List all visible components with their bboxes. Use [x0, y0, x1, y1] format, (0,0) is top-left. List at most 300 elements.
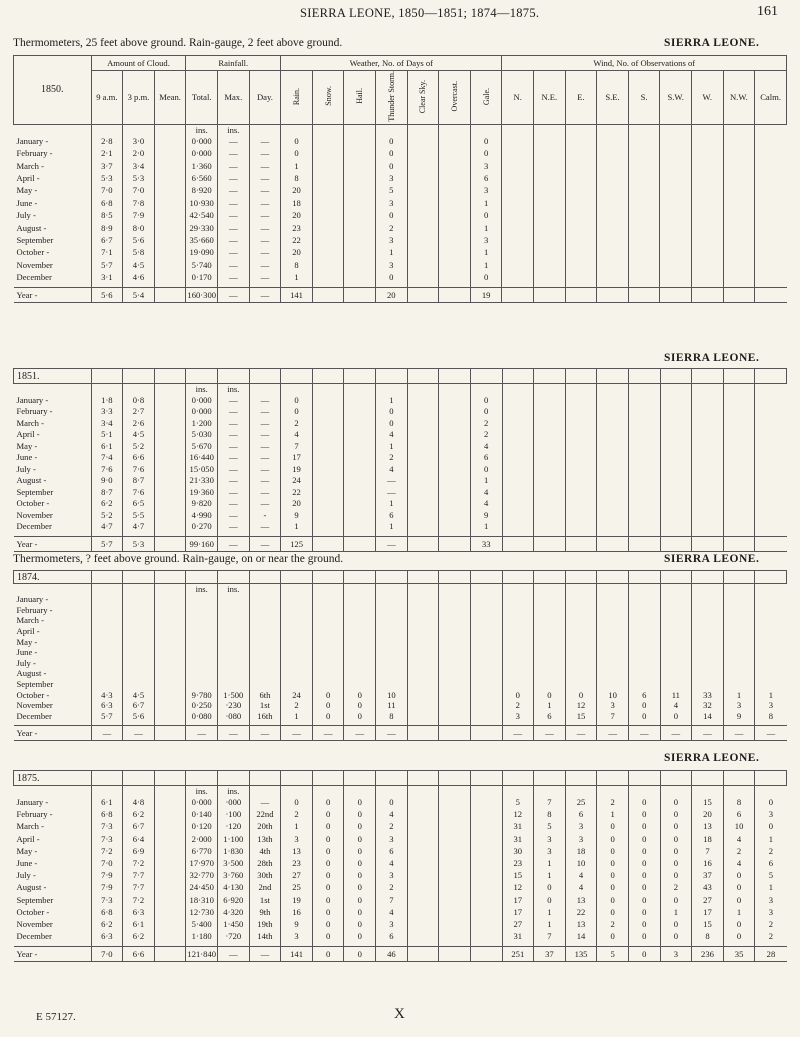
data-cell: 7·6 [123, 486, 155, 498]
data-cell [502, 172, 534, 184]
data-cell [439, 881, 471, 893]
data-cell [660, 626, 692, 637]
data-cell [597, 417, 629, 429]
data-cell: 8·0 [123, 221, 155, 233]
data-cell: 6 [628, 689, 660, 700]
data-cell [312, 615, 344, 626]
blank-cell [723, 124, 755, 135]
data-cell: 0 [628, 711, 660, 722]
data-cell [439, 658, 471, 669]
data-cell: 4·3 [91, 689, 123, 700]
data-cell: 0 [470, 135, 502, 147]
data-cell: 0 [281, 796, 313, 808]
data-cell: 2·8 [91, 135, 123, 147]
data-cell: 27 [692, 894, 724, 906]
data-cell: — [217, 234, 249, 246]
table-row [14, 626, 787, 637]
data-cell [439, 209, 471, 221]
data-cell [344, 636, 376, 647]
blank-cell [249, 384, 281, 395]
data-cell [502, 234, 534, 246]
data-cell: 8 [376, 711, 408, 722]
data-cell: 3 [470, 234, 502, 246]
data-cell: 0 [344, 845, 376, 857]
data-cell: 1 [281, 820, 313, 832]
blank-cell [14, 786, 92, 797]
data-cell: 0 [281, 135, 313, 147]
data-cell: 8·7 [91, 486, 123, 498]
data-cell [597, 209, 629, 221]
data-cell [439, 172, 471, 184]
data-cell: 6 [470, 172, 502, 184]
data-cell [628, 679, 660, 690]
blank-cell [312, 124, 344, 135]
blank-cell [755, 369, 787, 384]
data-cell [407, 209, 439, 221]
total-cell: 3 [660, 947, 692, 962]
data-cell [249, 658, 281, 669]
data-cell: 3 [376, 259, 408, 271]
data-cell [470, 833, 502, 845]
data-cell [91, 679, 123, 690]
year-total-row [14, 537, 787, 552]
blank-cell [312, 771, 344, 786]
data-cell: — [249, 159, 281, 171]
data-cell [723, 184, 755, 196]
data-cell: 0 [312, 820, 344, 832]
data-cell: 12 [502, 808, 534, 820]
blank-cell [755, 384, 787, 395]
data-cell: 1st [249, 700, 281, 711]
blank-cell [91, 124, 123, 135]
data-cell: 4 [376, 429, 408, 441]
data-cell: 6 [755, 857, 787, 869]
blank-cell [628, 786, 660, 797]
data-cell [534, 429, 566, 441]
blank-cell [186, 571, 218, 584]
data-cell: 14 [565, 930, 597, 942]
data-cell [723, 605, 755, 616]
blank-cell [312, 384, 344, 395]
data-cell: 0 [628, 869, 660, 881]
data-cell [470, 796, 502, 808]
data-cell [439, 221, 471, 233]
total-cell: 5·7 [91, 537, 123, 552]
data-cell [154, 452, 186, 464]
table-1874 [13, 570, 787, 741]
blank-cell [123, 384, 155, 395]
data-cell: 9 [723, 711, 755, 722]
wind-col-label: Calm. [760, 92, 781, 103]
data-cell: 6·920 [218, 894, 250, 906]
data-cell: 0 [660, 930, 692, 942]
data-cell: 4·5 [123, 259, 155, 271]
blank-cell [502, 771, 534, 786]
data-cell [692, 429, 724, 441]
total-cell: 28 [755, 947, 787, 962]
data-cell [755, 647, 787, 658]
blank-cell [249, 571, 281, 584]
data-cell: 0 [660, 918, 692, 930]
total-cell: — [217, 288, 249, 303]
data-cell [470, 636, 502, 647]
data-cell [692, 184, 724, 196]
data-cell [281, 615, 313, 626]
data-cell [439, 615, 471, 626]
data-cell [755, 440, 787, 452]
data-cell: — [218, 394, 250, 406]
data-cell [218, 605, 250, 616]
data-cell: 9·0 [91, 475, 123, 487]
data-cell: 6·8 [91, 808, 123, 820]
data-cell: — [249, 440, 281, 452]
blank-cell [186, 369, 218, 384]
data-cell [628, 647, 660, 658]
page-number: 161 [757, 4, 778, 19]
month-label: December [16, 272, 52, 283]
data-cell [660, 429, 692, 441]
data-cell [565, 486, 597, 498]
data-cell [344, 184, 376, 196]
total-cell: 19 [470, 288, 502, 303]
blank-cell [312, 571, 344, 584]
wind-col-header [565, 71, 597, 125]
data-cell [597, 658, 629, 669]
month-label: October - [16, 906, 50, 917]
data-cell: 5·030 [186, 429, 218, 441]
data-cell [344, 159, 376, 171]
table-row [14, 845, 787, 857]
data-cell: 32·770 [186, 869, 218, 881]
data-cell [470, 594, 502, 605]
data-cell [723, 463, 755, 475]
data-cell: 7·2 [123, 857, 155, 869]
data-cell [439, 259, 471, 271]
data-cell: 6·560 [186, 172, 218, 184]
table-row [14, 184, 787, 196]
data-cell [660, 417, 692, 429]
data-cell: 22 [281, 486, 313, 498]
blank-cell [91, 584, 123, 595]
data-cell: — [249, 135, 281, 147]
data-cell [565, 147, 597, 159]
data-cell [534, 658, 566, 669]
table-row [14, 429, 787, 441]
data-cell [534, 615, 566, 626]
data-cell: 24 [281, 689, 313, 700]
data-cell [312, 626, 344, 637]
data-cell: — [249, 172, 281, 184]
table-row [14, 197, 787, 209]
data-cell: 0 [628, 857, 660, 869]
blank-cell [281, 571, 313, 584]
blank-cell [407, 571, 439, 584]
data-cell [502, 271, 534, 283]
data-cell [123, 636, 155, 647]
wind-col-header [660, 71, 692, 125]
data-cell [692, 509, 724, 521]
month-label: May - [16, 185, 38, 196]
data-cell [376, 668, 408, 679]
table-row [14, 135, 787, 147]
total-cell: 5·4 [123, 288, 155, 303]
total-cell: 135 [565, 947, 597, 962]
data-cell [597, 498, 629, 510]
data-cell: 6 [376, 930, 408, 942]
data-cell [628, 394, 660, 406]
total-cell [755, 288, 787, 303]
data-cell: 6 [534, 711, 566, 722]
data-cell: 3 [723, 700, 755, 711]
data-cell: — [249, 429, 281, 441]
data-cell: 4 [470, 440, 502, 452]
table-row [14, 221, 787, 233]
wind-col-header [534, 71, 566, 125]
blank-cell [628, 771, 660, 786]
data-cell: ·000 [218, 796, 250, 808]
data-cell: 6·1 [91, 440, 123, 452]
data-cell [565, 475, 597, 487]
data-cell [249, 605, 281, 616]
data-cell [154, 881, 186, 893]
data-cell [218, 636, 250, 647]
month-label: April - [16, 429, 40, 440]
data-cell [407, 626, 439, 637]
data-cell: 0 [312, 857, 344, 869]
data-cell [154, 246, 186, 258]
data-cell: 0·170 [186, 271, 218, 283]
data-cell [376, 679, 408, 690]
blank-cell [91, 771, 123, 786]
data-cell: 1 [470, 246, 502, 258]
table-row [14, 509, 787, 521]
data-cell: 6·8 [91, 197, 123, 209]
data-cell [755, 394, 787, 406]
data-cell [407, 259, 439, 271]
data-cell [407, 647, 439, 658]
month-label: September [16, 234, 54, 245]
data-cell: 13 [692, 820, 724, 832]
data-cell: 3 [470, 184, 502, 196]
total-cell: — [249, 947, 281, 962]
blank-cell [154, 786, 186, 797]
data-cell [534, 486, 566, 498]
data-cell: 32 [692, 700, 724, 711]
total-cell [439, 726, 471, 741]
blank-cell [281, 369, 313, 384]
data-cell: 0 [281, 394, 313, 406]
data-cell: 13 [565, 918, 597, 930]
month-label: October - [16, 247, 50, 258]
data-cell: — [218, 463, 250, 475]
data-cell: 6·2 [91, 498, 123, 510]
blank-cell [407, 584, 439, 595]
month-label: July - [16, 870, 36, 881]
data-cell: 0 [565, 689, 597, 700]
data-cell [91, 605, 123, 616]
blank-cell [628, 384, 660, 395]
data-cell [755, 221, 787, 233]
data-cell [344, 209, 376, 221]
data-cell [344, 679, 376, 690]
data-cell: 6·6 [123, 452, 155, 464]
data-cell [470, 918, 502, 930]
blank-cell [470, 384, 502, 395]
region-1851: SIERRA LEONE. [664, 352, 760, 364]
wind-col-header [597, 71, 629, 125]
data-cell [660, 172, 692, 184]
data-cell: 0 [312, 918, 344, 930]
data-cell: 3 [534, 845, 566, 857]
data-cell [565, 440, 597, 452]
data-cell: 7 [534, 796, 566, 808]
data-cell: 0 [628, 906, 660, 918]
data-cell [439, 845, 471, 857]
data-cell: 3·500 [218, 857, 250, 869]
total-cell: 251 [502, 947, 534, 962]
data-cell [344, 417, 376, 429]
data-cell: 5·6 [123, 234, 155, 246]
data-cell [407, 894, 439, 906]
blank-cell [534, 584, 566, 595]
data-cell: 1 [755, 689, 787, 700]
month-label: July - [16, 210, 36, 221]
data-cell [249, 668, 281, 679]
data-cell: 4 [660, 700, 692, 711]
data-cell: 2 [376, 221, 408, 233]
data-cell: 8 [692, 930, 724, 942]
data-cell [723, 679, 755, 690]
data-cell: 0 [660, 857, 692, 869]
data-cell: 4·7 [123, 521, 155, 533]
month-label: June - [16, 647, 38, 658]
month-label: December [16, 521, 52, 532]
data-cell [597, 486, 629, 498]
blank-cell [281, 786, 313, 797]
data-cell [249, 647, 281, 658]
data-cell [439, 135, 471, 147]
data-cell [723, 197, 755, 209]
blank-cell [565, 571, 597, 584]
data-cell [344, 486, 376, 498]
data-cell: 7·8 [123, 197, 155, 209]
blank-cell [470, 124, 502, 135]
data-cell [312, 658, 344, 669]
data-cell [407, 417, 439, 429]
data-cell [281, 636, 313, 647]
month-label: March - [16, 417, 44, 428]
data-cell: 0 [597, 894, 629, 906]
data-cell [407, 605, 439, 616]
data-cell [660, 271, 692, 283]
data-cell: 6·770 [186, 845, 218, 857]
data-cell [597, 135, 629, 147]
month-label: June - [16, 452, 38, 463]
data-cell: 19th [249, 918, 281, 930]
data-cell [534, 475, 566, 487]
data-cell [502, 521, 534, 533]
data-cell: 0 [312, 845, 344, 857]
data-cell: 18 [565, 845, 597, 857]
data-cell: 0 [628, 918, 660, 930]
data-cell [628, 147, 660, 159]
data-cell: 2 [597, 918, 629, 930]
data-cell [376, 647, 408, 658]
data-cell: 4 [281, 429, 313, 441]
data-cell: 17 [502, 906, 534, 918]
data-cell [154, 417, 186, 429]
data-cell [123, 647, 155, 658]
total-cell: 0 [628, 947, 660, 962]
data-cell: 0 [534, 894, 566, 906]
data-cell [154, 498, 186, 510]
total-cell: 5·6 [91, 288, 123, 303]
data-cell [628, 521, 660, 533]
data-cell [344, 394, 376, 406]
data-cell [407, 857, 439, 869]
table-row [14, 820, 787, 832]
data-cell [502, 668, 534, 679]
data-cell: 0 [628, 796, 660, 808]
month-label: November [16, 918, 53, 929]
data-cell: 1 [281, 521, 313, 533]
data-cell: 15 [692, 918, 724, 930]
data-cell [534, 184, 566, 196]
data-cell [407, 636, 439, 647]
data-cell [565, 636, 597, 647]
total-cell: — [565, 726, 597, 741]
data-cell [439, 246, 471, 258]
total-cell [597, 288, 629, 303]
data-cell: 6 [376, 845, 408, 857]
wind-col-header [692, 71, 724, 125]
data-cell [470, 605, 502, 616]
data-cell [439, 429, 471, 441]
data-cell: 3 [281, 930, 313, 942]
data-cell: 0 [312, 833, 344, 845]
data-cell: 2·6 [123, 417, 155, 429]
data-cell: 6·3 [91, 700, 123, 711]
data-cell [628, 172, 660, 184]
blank-cell [344, 369, 376, 384]
data-cell [407, 930, 439, 942]
data-cell: 2 [597, 796, 629, 808]
total-cell [628, 288, 660, 303]
total-label: Year - [14, 537, 92, 552]
data-cell: — [249, 147, 281, 159]
data-cell [502, 615, 534, 626]
data-cell: 25 [281, 881, 313, 893]
data-cell: 1 [376, 394, 408, 406]
data-cell: 4 [565, 869, 597, 881]
data-cell [597, 452, 629, 464]
total-cell: — [218, 947, 250, 962]
blank-cell [660, 786, 692, 797]
data-cell: 37 [692, 869, 724, 881]
blank-cell [755, 786, 787, 797]
total-cell: — [281, 726, 313, 741]
data-cell [407, 881, 439, 893]
rain-col-header [217, 71, 249, 125]
data-cell [755, 636, 787, 647]
data-cell: 0 [344, 881, 376, 893]
total-cell: — [502, 726, 534, 741]
data-cell [91, 636, 123, 647]
data-cell [344, 246, 376, 258]
data-cell: 13 [281, 845, 313, 857]
data-cell: 0 [376, 159, 408, 171]
data-cell [597, 679, 629, 690]
